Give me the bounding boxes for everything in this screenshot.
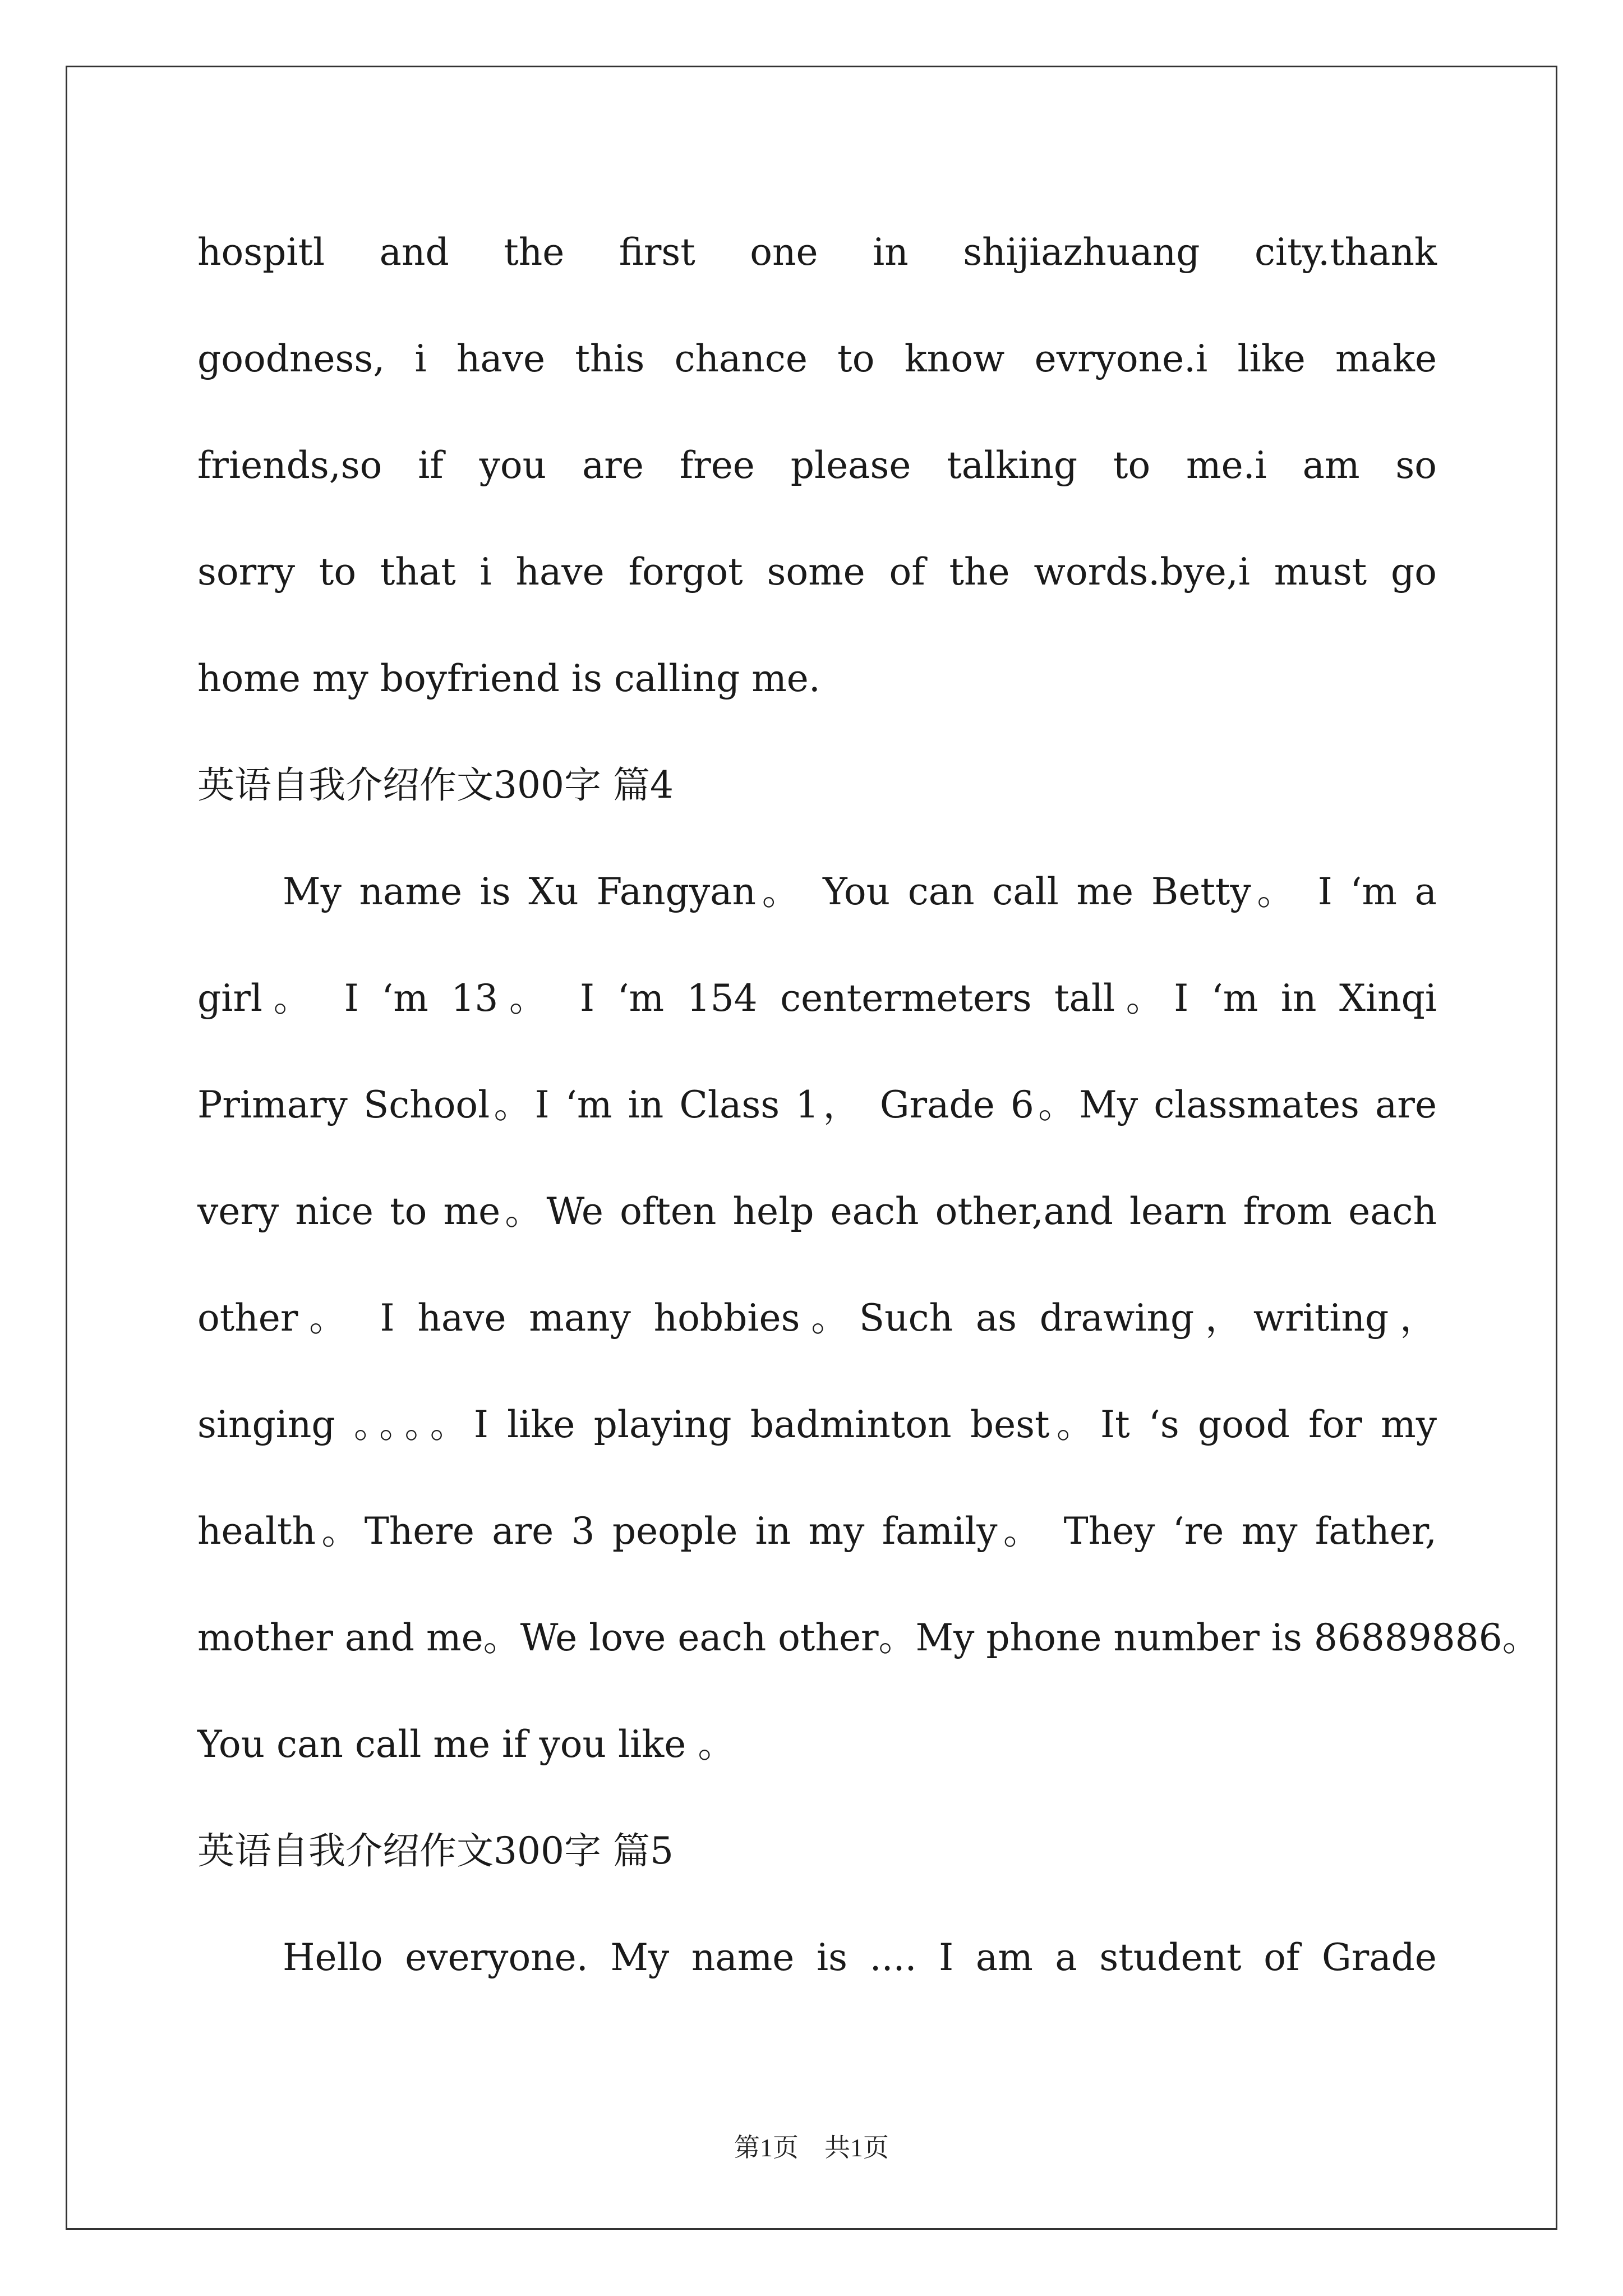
- body-line: hospitl and the first one in shijiazhuang city.thank: [197, 231, 1437, 274]
- body-line: girl。 I ‘m 13。 I ‘m 154 centermeters tall。I ‘m in Xinqi: [197, 977, 1437, 1020]
- page-footer: [0, 2127, 1623, 2164]
- body-line: friends,so if you are free please talking to me.i am so: [197, 444, 1437, 487]
- section-heading: 英语自我介绍作文300字 篇5: [197, 1829, 674, 1872]
- body-line: other。 I have many hobbies。Such as drawing，writing，: [197, 1296, 1437, 1340]
- page-number-label: 第1页 共1页: [734, 2133, 889, 2162]
- body-line: very nice to me。We often help each other,and learn from each: [197, 1190, 1437, 1233]
- body-line: mother and me。We love each other。My phone number is 86889886。: [197, 1616, 1539, 1659]
- body-line: You can call me if you like 。: [197, 1723, 735, 1766]
- body-line: sorry to that i have forgot some of the words.bye,i must go: [197, 550, 1437, 593]
- document-body: [197, 222, 1539, 2033]
- body-line: singing 。。。。I like playing badminton best。It ‘s good for my: [197, 1403, 1437, 1446]
- body-line: My name is Xu Fangyan。 You can call me Betty。 I ‘m a: [283, 870, 1437, 913]
- body-line: health。There are 3 people in my family。 They ‘re my father,: [197, 1510, 1437, 1553]
- body-line: Primary School。I ‘m in Class 1， Grade 6。My classmates are: [197, 1083, 1437, 1126]
- body-line: goodness, i have this chance to know evryone.i like make: [197, 337, 1437, 380]
- body-line: Hello everyone. My name is .... I am a student of Grade: [283, 1936, 1437, 1979]
- section-heading: 英语自我介绍作文300字 篇4: [197, 763, 674, 807]
- body-line: home my boyfriend is calling me.: [197, 657, 820, 700]
